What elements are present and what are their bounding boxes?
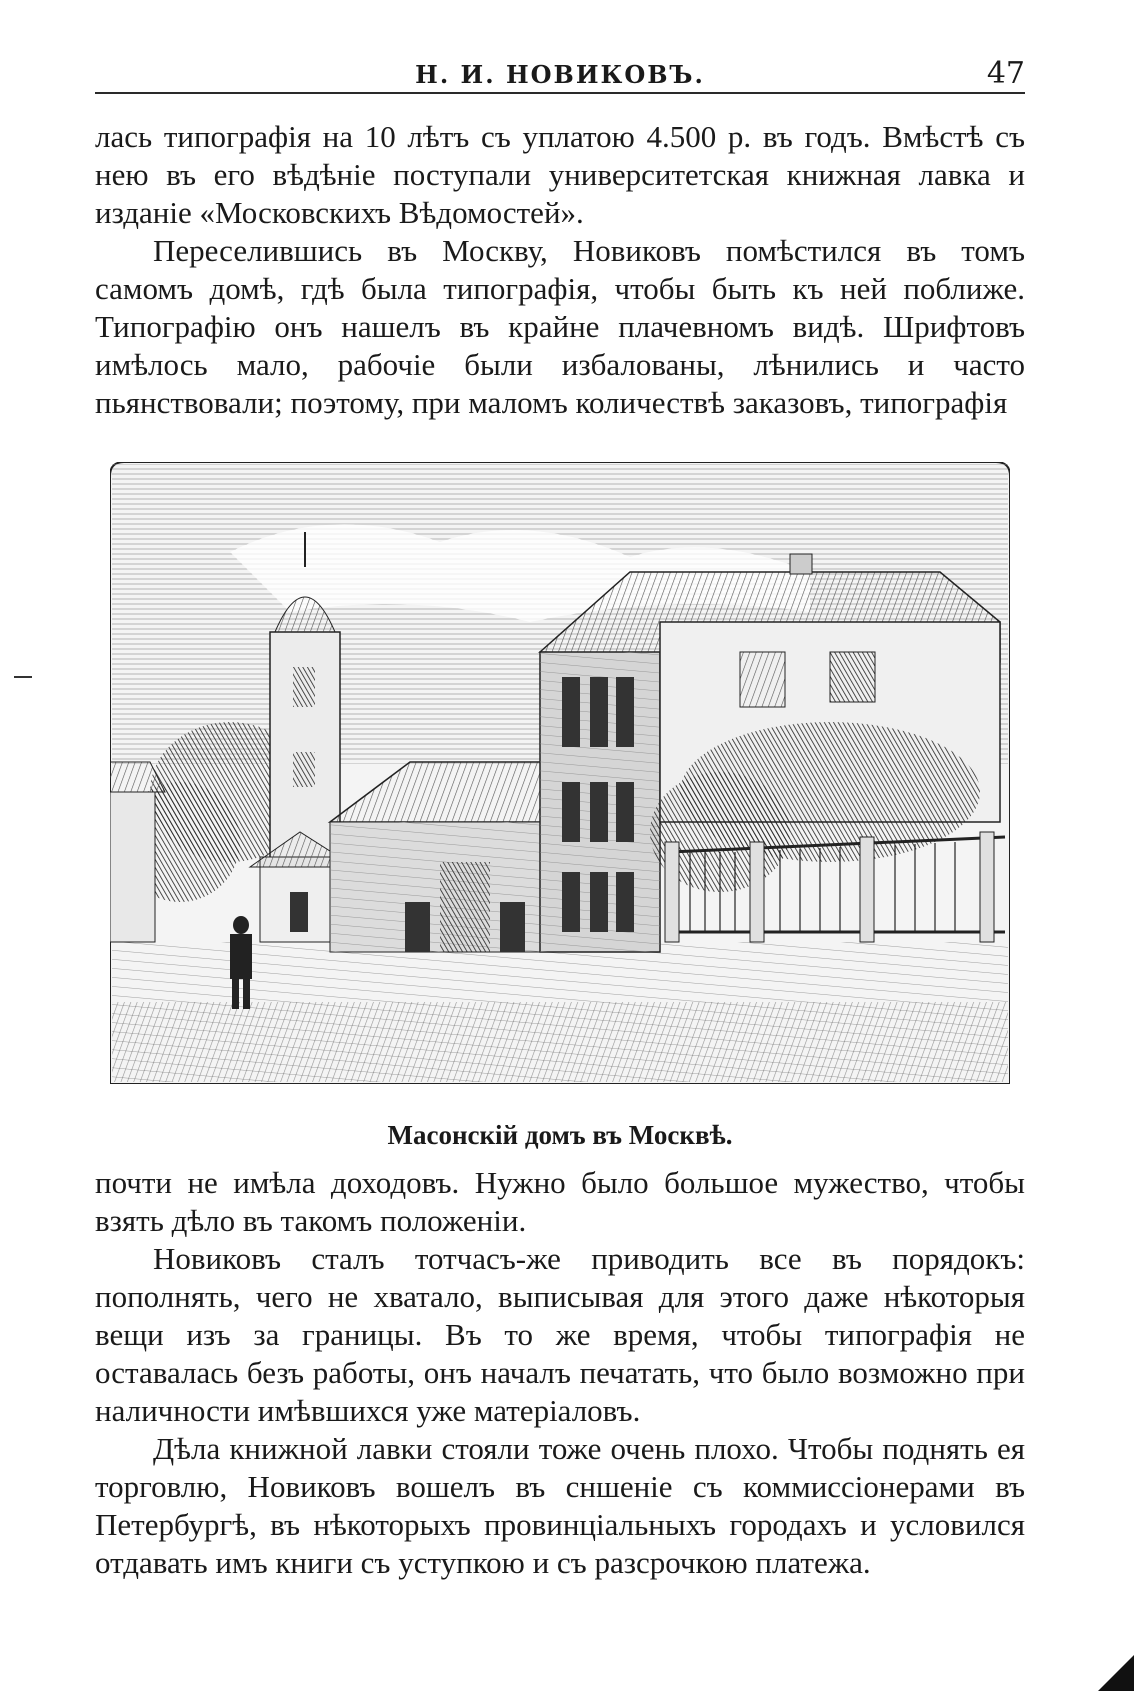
figure-caption: Масонскій домъ въ Москвѣ.: [387, 1120, 733, 1150]
text-block-top: [95, 118, 1025, 422]
engraving-illustration: [110, 462, 1010, 1084]
corner-triangle-mark: [1098, 1655, 1134, 1691]
paragraph: Новиковъ сталъ тотчасъ-же приводить все въ порядокъ: пополнять, чего не хватало, выписывая для этого даже нѣкоторыя вещи изъ за границы. Въ то же время, чтобы типографія не оставалась безъ работы, онъ началъ печатать, что было возможно при наличности имѣвшихся уже матеріаловъ.: [95, 1241, 1025, 1428]
paragraph: Дѣла книжной лавки стояли тоже очень плохо. Чтобы поднять ея торговлю, Новиковъ вошелъ въ сншеніе съ коммиссіонерами въ Петербургѣ, въ нѣкоторыхъ провинціальныхъ городахъ и условился отдавать имъ книги съ уступкою и съ разсрочкою платежа.: [95, 1431, 1025, 1580]
margin-mark: [14, 676, 32, 678]
page-number: 47: [986, 56, 1025, 91]
paragraph: почти не имѣла доходовъ. Нужно было большое мужество, чтобы взять дѣло въ такомъ положеніи.: [95, 1165, 1025, 1238]
running-title: Н. И. НОВИКОВЪ.: [415, 60, 705, 89]
paragraph: лась типографія на 10 лѣтъ съ уплатою 4.500 р. въ годъ. Вмѣстѣ съ нею въ его вѣдѣніе поступали университетская книжная лавка и изданіе «Московскихъ Вѣдомостей».: [95, 119, 1025, 230]
paragraph: Переселившись въ Москву, Новиковъ помѣстился въ томъ самомъ домѣ, гдѣ была типографія, чтобы быть къ ней поближе. Типографію онъ нашелъ въ крайне плачевномъ видѣ. Шрифтовъ имѣлось мало, рабочіе были избалованы, лѣнились и часто пьянствовали; поэтому, при маломъ количествѣ заказовъ, типографія: [95, 233, 1025, 420]
text-block-bottom: [95, 1164, 1025, 1582]
page-header: [95, 52, 1025, 94]
engraving-image: [110, 462, 1010, 1084]
